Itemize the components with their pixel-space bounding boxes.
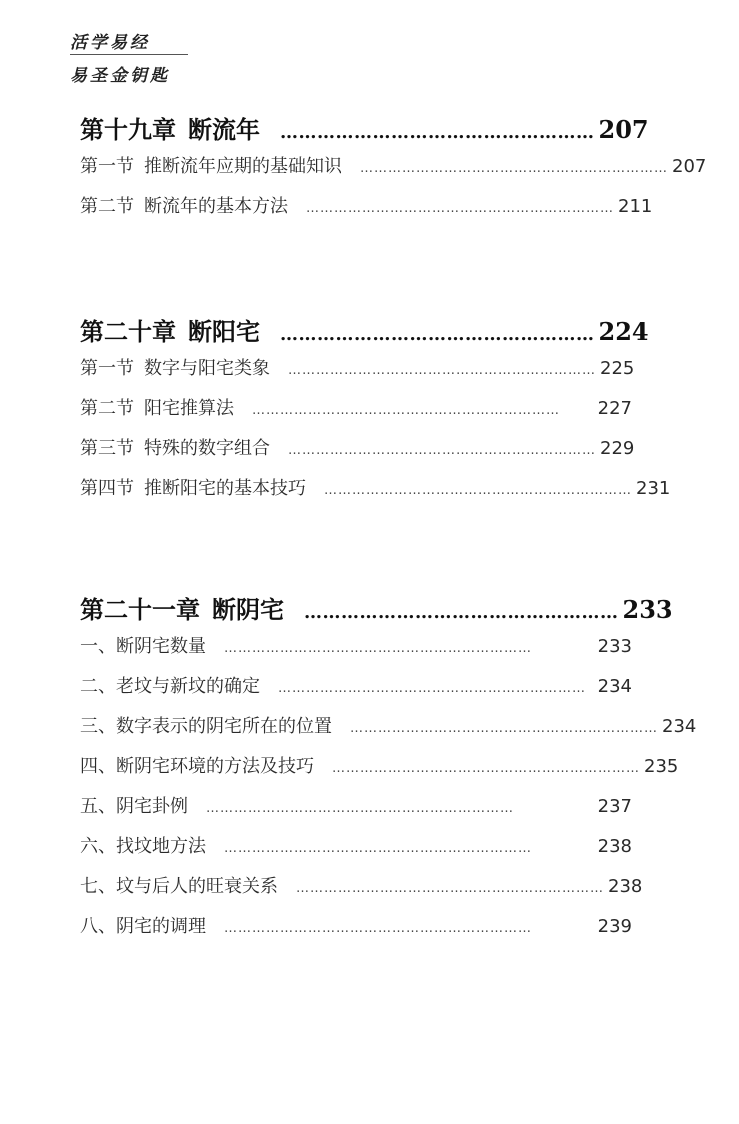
dot-leader: ………………………………………………………… [288,443,596,458]
dot-leader: ………………………………………………………… [224,841,532,856]
entry-page: 238 [597,836,632,857]
toc-chapter-21 [80,590,697,952]
entry-page: 234 [662,716,697,737]
entry-title: 数字表示的阴宅所在的位置 [116,716,332,737]
entry-title: 老坟与新坟的确定 [116,676,260,697]
dot-leader: ………………………………………………………… [224,921,532,936]
toc-entry[interactable] [80,672,632,712]
entry-label: 第一节 [80,358,134,379]
dot-leader: ………………………………………………………… [324,483,632,498]
entry-page: 239 [597,916,632,937]
entry-label: 第一节 [80,156,134,177]
toc-entry[interactable] [80,632,632,672]
entry-label: 五、 [80,796,116,817]
dot-leader: …………………………………………… [280,122,595,143]
entry-label: 二、 [80,676,116,697]
chapter-number: 第二十章 [80,317,176,346]
toc-entry[interactable] [80,152,707,192]
toc-chapter-20 [80,312,671,514]
dot-leader: ………………………………………………………… [350,721,658,736]
entry-title: 推断阳宅的基本技巧 [144,478,306,499]
dot-leader: ………………………………………………………… [332,761,640,776]
series-title: 活学易经 [70,28,188,55]
chapter-number: 第二十一章 [80,595,200,624]
chapter-page: 224 [598,317,649,346]
toc-entry[interactable] [80,474,671,514]
dot-leader: ………………………………………………………… [296,881,604,896]
chapter-title: 断流年 [188,115,260,144]
entry-title: 阴宅的调理 [116,916,206,937]
entry-label: 第二节 [80,196,134,217]
entry-title: 坟与后人的旺衰关系 [116,876,278,897]
entry-title: 阴宅卦例 [116,796,188,817]
dot-leader: …………………………………………… [280,324,595,345]
entry-label: 六、 [80,836,116,857]
chapter-number: 第十九章 [80,115,176,144]
entry-page: 225 [600,358,635,379]
toc-entry[interactable] [80,192,653,232]
book-title: 易圣金钥匙 [70,66,170,86]
running-header [70,28,188,86]
entry-label: 三、 [80,716,116,737]
entry-page: 238 [608,876,643,897]
toc-entry[interactable] [80,872,643,912]
toc-entry[interactable] [80,712,697,752]
entry-page: 211 [618,196,653,217]
toc-entry[interactable] [80,394,632,434]
dot-leader: ………………………………………………………… [224,641,532,656]
chapter-heading[interactable] [80,312,649,354]
entry-title: 阳宅推算法 [144,398,234,419]
chapter-heading[interactable] [80,590,673,632]
entry-label: 四、 [80,756,116,777]
dot-leader: ………………………………………………………… [278,681,586,696]
entry-title: 断阴宅数量 [116,636,206,657]
entry-label: 八、 [80,916,116,937]
dot-leader: …………………………………………… [304,602,619,623]
entry-page: 231 [636,478,671,499]
entry-title: 数字与阳宅类象 [144,358,270,379]
toc-entry[interactable] [80,832,632,872]
entry-label: 第四节 [80,478,134,499]
entry-label: 第三节 [80,438,134,459]
entry-page: 237 [597,796,632,817]
entry-page: 207 [672,156,707,177]
dot-leader: ………………………………………………………… [288,363,596,378]
chapter-title: 断阴宅 [212,595,284,624]
entry-page: 227 [597,398,632,419]
chapter-title: 断阳宅 [188,317,260,346]
chapter-page: 233 [622,595,673,624]
entry-title: 断阴宅环境的方法及技巧 [116,756,314,777]
entry-title: 推断流年应期的基础知识 [144,156,342,177]
dot-leader: ………………………………………………………… [306,201,614,216]
entry-title: 断流年的基本方法 [144,196,288,217]
entry-page: 235 [644,756,679,777]
entry-page: 229 [600,438,635,459]
entry-title: 找坟地方法 [116,836,206,857]
entry-label: 一、 [80,636,116,657]
toc-entry[interactable] [80,792,632,832]
toc-entry[interactable] [80,752,679,792]
dot-leader: ………………………………………………………… [360,161,668,176]
toc-entry[interactable] [80,434,635,474]
entry-label: 七、 [80,876,116,897]
entry-page: 234 [597,676,632,697]
chapter-heading[interactable] [80,110,649,152]
toc-entry[interactable] [80,354,635,394]
dot-leader: ………………………………………………………… [252,403,560,418]
toc-chapter-19 [80,110,707,232]
chapter-page: 207 [598,115,649,144]
entry-page: 233 [597,636,632,657]
toc-entry[interactable] [80,912,632,952]
entry-label: 第二节 [80,398,134,419]
dot-leader: ………………………………………………………… [206,801,514,816]
entry-title: 特殊的数字组合 [144,438,270,459]
